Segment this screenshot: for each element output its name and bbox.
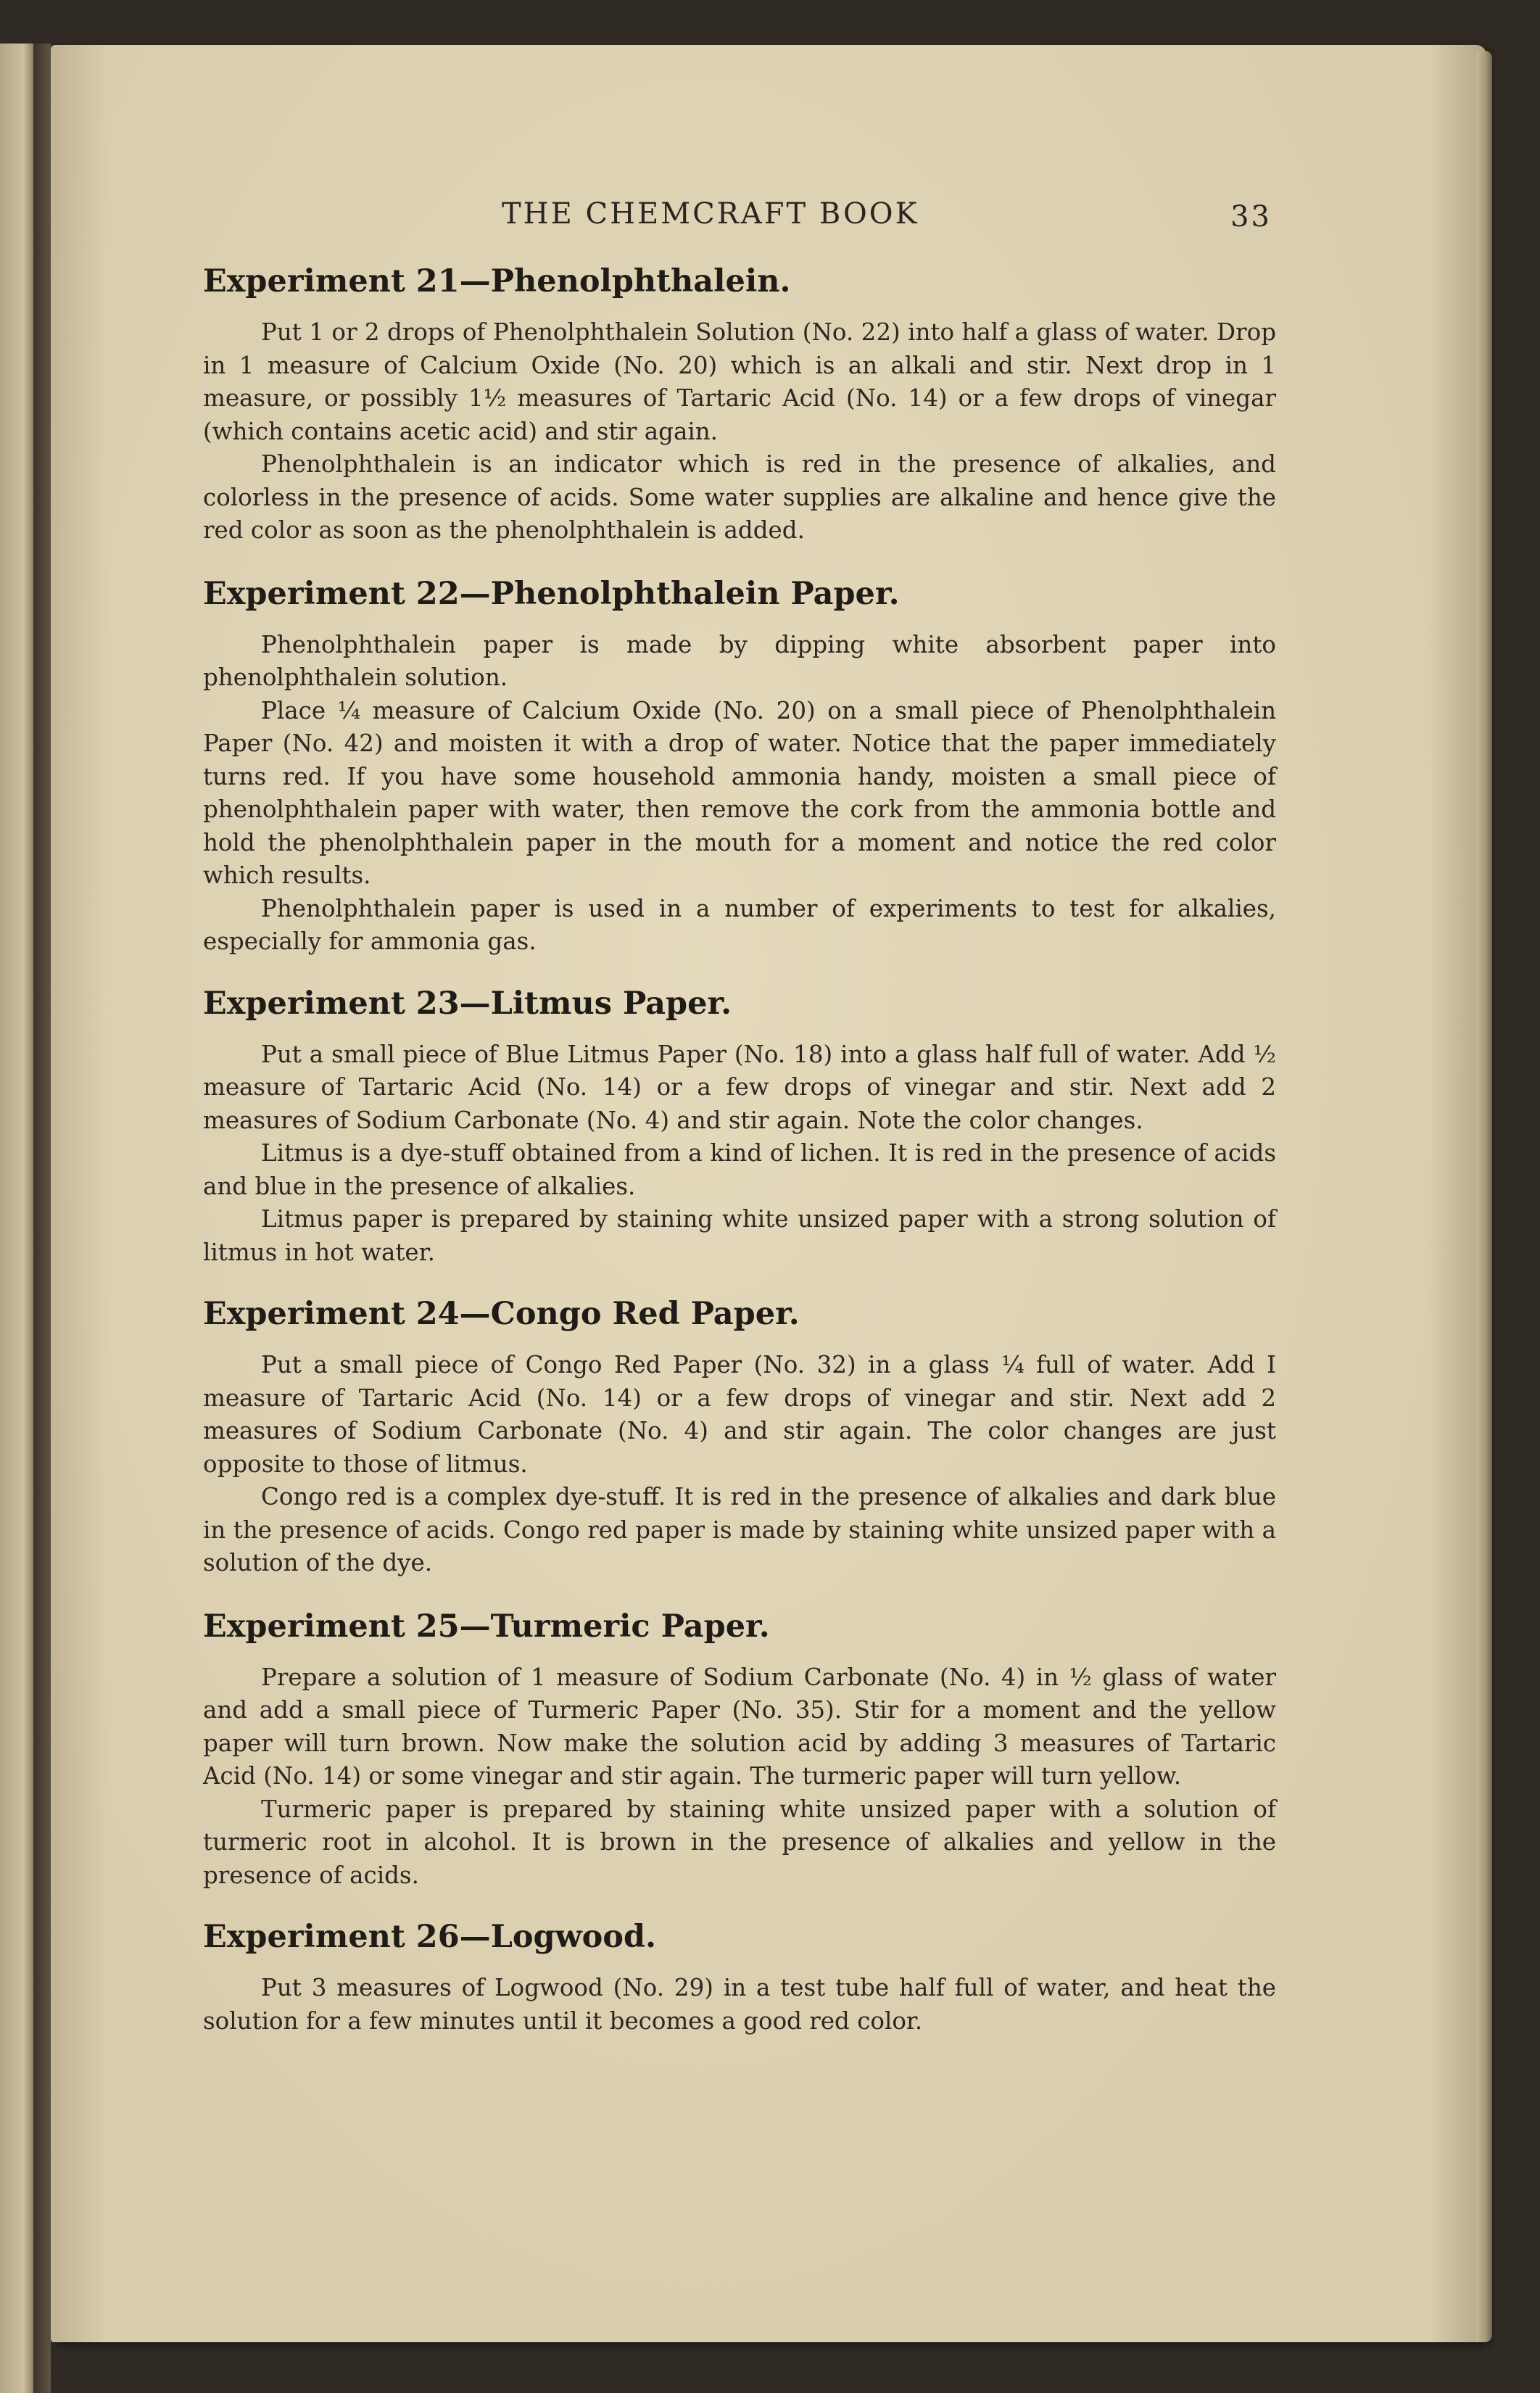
experiment-paragraph: Congo red is a complex dye-stuff. It is red in the presence of alkalies and dark blue in the presence of acids. Congo red paper is made by staining white unsized paper with a solution of the dye. (203, 1483, 1276, 1576)
running-title: THE CHEMCRAFT BOOK (502, 197, 919, 231)
experiment-22 (203, 574, 1276, 959)
experiment-paragraph: Phenolphthalein is an indicator which is red in the presence of alkalies, and colorless in the presence of acids. Some water supplies are alkaline and hence give the red color as soon as the phenolphthalein is added. (203, 450, 1276, 544)
experiment-24 (203, 1294, 1276, 1580)
experiment-26 (203, 1917, 1276, 2038)
experiment-heading: Experiment 22—Phenolphthalein Paper. (203, 575, 900, 612)
experiment-paragraph: Prepare a solution of 1 measure of Sodium Carbonate (No. 4) in ½ glass of water and add a small piece of Turmeric Paper (No. 35). Stir for a moment and the yellow paper will turn brown. Now make the solution acid by adding 3 measures of Tartaric Acid (No. 14) or some vinegar and stir again. The turmeric paper will turn yellow. (203, 1663, 1276, 1790)
experiment-paragraph: Litmus paper is prepared by staining white unsized paper with a strong solution of litmus in hot water. (203, 1205, 1276, 1266)
experiment-paragraph: Put a small piece of Blue Litmus Paper (No. 18) into a glass half full of water. Add ½ measure of Tartaric Acid (No. 14) or a few drops of vinegar and stir. Next add 2 measures of Sodium Carbonate (No. 4) and stir again. Note the color changes. (203, 1040, 1276, 1134)
experiment-21 (203, 261, 1276, 547)
experiment-paragraph: Put 1 or 2 drops of Phenolphthalein Solution (No. 22) into half a glass of water. Drop in 1 measure of Calcium Oxide (No. 20) which is an alkali and stir. Next drop in 1 measure, or possibly 1½ measures of Tartaric Acid (No. 14) or a few drops of vinegar (which contains acetic acid) and stir again. (203, 318, 1276, 445)
experiment-paragraph: Put 3 measures of Logwood (No. 29) in a test tube half full of water, and heat the solution for a few minutes until it becomes a good red color. (203, 1974, 1276, 2035)
page-number: 33 (1230, 200, 1272, 233)
experiment-heading: Experiment 23—Litmus Paper. (203, 985, 732, 1022)
experiment-paragraph: Phenolphthalein paper is used in a number of experiments to test for alkalies, especially for ammonia gas. (203, 894, 1276, 955)
previous-page-edge (0, 44, 33, 2393)
page-stack-edge (1476, 51, 1492, 2342)
experiment-paragraph: Litmus is a dye-stuff obtained from a kind of lichen. It is red in the presence of acids and blue in the presence of alkalies. (203, 1139, 1276, 1200)
experiment-paragraph: Turmeric paper is prepared by staining white unsized paper with a solution of turmeric root in alcohol. It is brown in the presence of alkalies and yellow in the presence of acids. (203, 1795, 1276, 1889)
experiment-paragraph: Put a small piece of Congo Red Paper (No. 32) in a glass ¼ full of water. Add I measure of Tartaric Acid (No. 14) or a few drops of vinegar and stir. Next add 2 measures of Sodium Carbonate (No. 4) and stir again. The color changes are just opposite to those of litmus. (203, 1351, 1276, 1478)
experiment-23 (203, 983, 1276, 1270)
experiment-paragraph: Place ¼ measure of Calcium Oxide (No. 20) on a small piece of Phenolphthalein Paper (No. 42) and moisten it with a drop of water. Notice that the paper immediately turns red. If you have some household ammonia handy, moisten a small piece of phenolphthalein paper with water, then remove the cork from the ammonia bottle and hold the phenolphthalein paper in the mouth for a moment and notice the red color which results. (203, 696, 1276, 889)
running-head (203, 187, 1276, 245)
page-content (203, 187, 1276, 2038)
experiment-25 (203, 1606, 1276, 1893)
experiment-heading: Experiment 21—Phenolphthalein. (203, 263, 791, 299)
experiment-heading: Experiment 24—Congo Red Paper. (203, 1296, 800, 1332)
experiment-paragraph: Phenolphthalein paper is made by dipping white absorbent paper into phenolphthalein solution. (203, 630, 1276, 691)
book-gutter (33, 44, 51, 2393)
experiment-heading: Experiment 25—Turmeric Paper. (203, 1608, 770, 1645)
experiment-heading: Experiment 26—Logwood. (203, 1919, 657, 1955)
